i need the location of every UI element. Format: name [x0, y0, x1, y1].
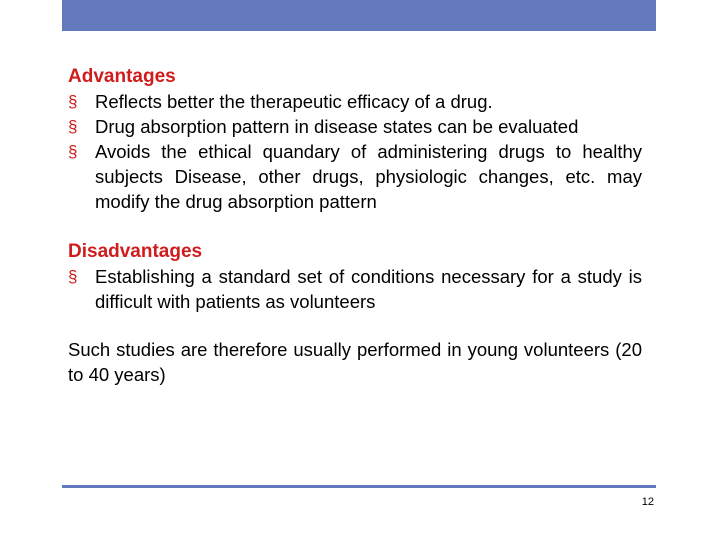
- list-item: [68, 264, 642, 314]
- advantages-heading: Advantages: [68, 66, 176, 87]
- square-bullet-icon: §: [68, 267, 78, 286]
- slide-content: [68, 64, 642, 387]
- square-bullet-icon: §: [68, 92, 78, 111]
- section-spacer: [68, 314, 642, 337]
- list-item-text: Drug absorption pattern in disease states can be evaluated: [95, 116, 579, 137]
- page-number: 12: [641, 496, 654, 508]
- list-item: [68, 139, 642, 214]
- section-spacer: [68, 214, 642, 239]
- square-bullet-icon: §: [68, 117, 78, 136]
- disadvantages-heading: Disadvantages: [68, 241, 203, 262]
- note-paragraph: Such studies are therefore usually performed in young volunteers (20 to 40 years): [68, 339, 642, 385]
- list-item-text: Establishing a standard set of conditions necessary for a study is difficult with patients as volunteers: [95, 266, 642, 312]
- list-item-text: Reflects better the therapeutic efficacy of a drug.: [95, 91, 493, 112]
- advantages-list: [68, 89, 642, 214]
- list-item: [68, 114, 642, 139]
- list-item-text: Avoids the ethical quandary of administering drugs to healthy subjects Disease, other drugs, physiologic changes, etc. may modify the drug absorption pattern: [95, 141, 642, 212]
- list-item: [68, 89, 642, 114]
- footer-divider: [62, 485, 656, 488]
- disadvantages-list: [68, 264, 642, 314]
- header-bar: [62, 0, 656, 31]
- square-bullet-icon: §: [68, 142, 78, 161]
